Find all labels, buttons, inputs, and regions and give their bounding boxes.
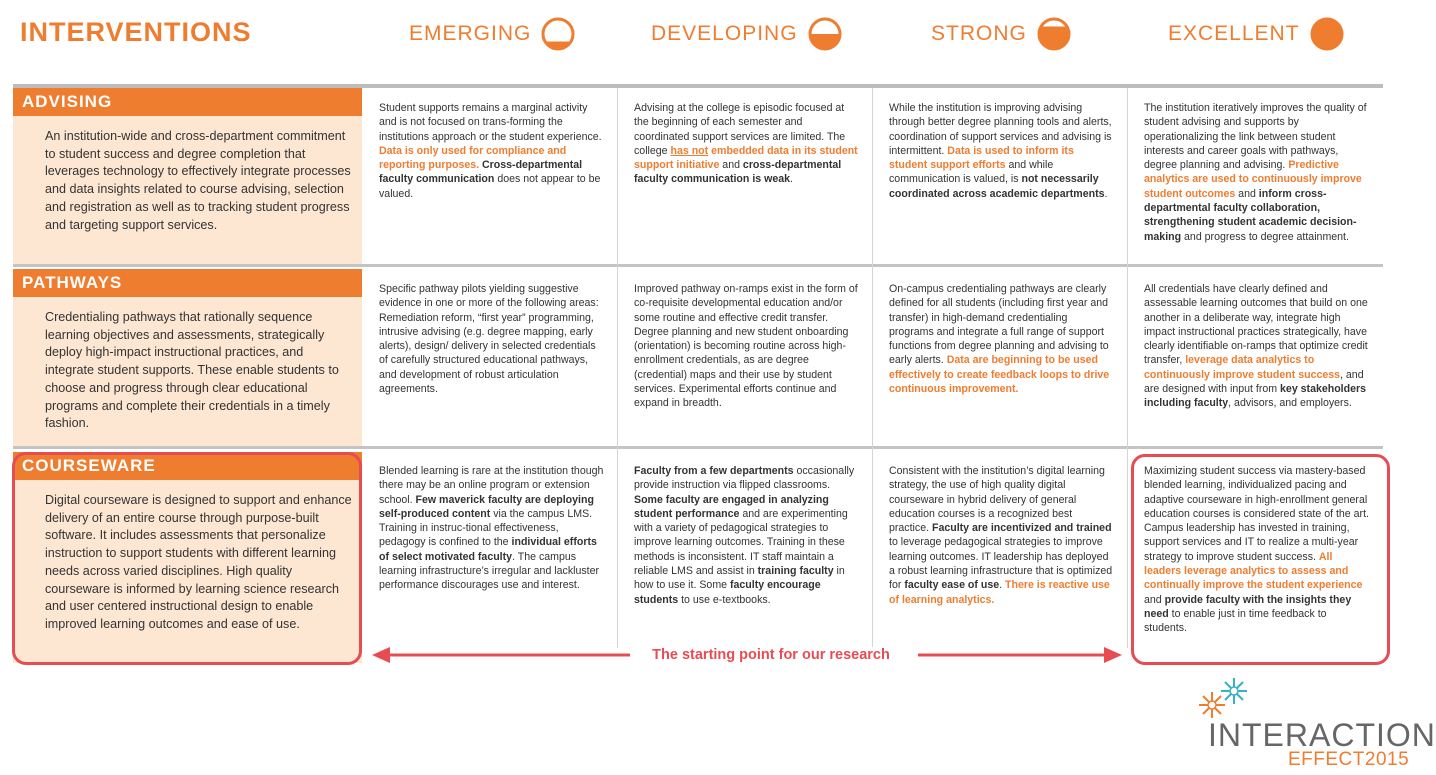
cell-text: to leverage pedagogical strategies to improve learning outcomes. IT leadership has deployed a robust learning infrastructure that is optimized for: [889, 536, 1113, 592]
emphasis-text: Predictive analytics are used to continuously improve student outcomes: [1144, 159, 1362, 200]
emphasis-text: has not: [670, 144, 709, 157]
cell-text: .: [790, 173, 793, 186]
column-divider: [1127, 88, 1128, 648]
emphasis-text: Some faculty are engaged in analyzing student performance: [634, 493, 829, 520]
cell-paragraph: [634, 464, 860, 607]
cell-text: Advising at the college is episodic focused at the beginning of each semester and coordinated support services are limited. The college: [634, 102, 846, 157]
emphasis-text: There is reactive use of learning analytics.: [889, 579, 1110, 606]
cell-courseware-emerging: [379, 464, 605, 593]
emphasis-text: embedded data in its student support initiative: [634, 144, 858, 172]
cell-text: .: [999, 579, 1005, 592]
highlight-box-excellent: [1131, 454, 1390, 665]
level-emerging: [409, 17, 575, 51]
column-divider: [872, 88, 873, 648]
quarter-fill-circle-icon: [541, 17, 575, 51]
cell-advising-emerging: [379, 101, 605, 201]
half-fill-circle-icon: [808, 17, 842, 51]
cell-paragraph: [634, 101, 860, 187]
level-label: DEVELOPING: [651, 22, 798, 45]
cell-paragraph: [379, 101, 605, 201]
cell-paragraph: [379, 464, 605, 593]
cell-text: Blended learning is rare at the institution though there may be an online program or extension school.: [379, 465, 604, 506]
emphasis-text: Data is only used for compliance and reporting purposes.: [379, 144, 567, 172]
cell-text: and progress to degree attainment.: [1181, 230, 1349, 243]
cell-text: occasionally provide instruction via flipped classrooms.: [634, 465, 855, 492]
cell-text: Maximizing student success via mastery-based blended learning, individualized pacing and adaptive courseware in high-enrollment general education courses is considered state of the art. Campus leadership has invested in training, support services and IT to realize a multi-year strategy to improve student success.: [1144, 465, 1369, 563]
category-description-courseware: Digital courseware is designed to support and enhance delivery of an entire course through purpose-built software. It includes assessments that personalize instruction to support students with different learning needs across varied disciplines. High quality courseware is informed by learning science research and user centered instructional design to enable improved learning outcomes and ease of use.: [13, 480, 362, 663]
category-header-pathways: PATHWAYS: [13, 269, 362, 297]
cell-text: and: [1144, 593, 1165, 606]
level-excellent: [1168, 17, 1344, 51]
emphasis-text: not necessarily coordinated across academic departments: [889, 173, 1105, 200]
emphasis-text: faculty ease of use: [904, 579, 1000, 592]
cell-paragraph: [1144, 282, 1370, 411]
logo-subtitle: EFFECT2015: [1288, 749, 1410, 770]
row-divider: [13, 446, 1383, 449]
cell-text: While the institution is improving advising through better degree planning tools and alerts, coordination of support services and advising is intermittent.: [889, 102, 1112, 157]
emphasis-text: Data are beginning to be used effectively to create feedback loops to drive continuous improvement.: [889, 354, 1110, 396]
cell-text: to use e-textbooks.: [678, 593, 771, 606]
cell-courseware-developing: [634, 464, 860, 607]
three-quarter-fill-circle-icon: [1037, 17, 1071, 51]
emphasis-text: individual efforts of select motivated faculty: [379, 536, 597, 563]
emphasis-text: cross-departmental faculty communication is weak: [634, 159, 842, 186]
level-developing: [651, 17, 842, 51]
cell-text: Student supports remains a marginal activity and is not focused on trans-forming the institutions approach or the student experience.: [379, 102, 602, 143]
highlight-box-courseware: [12, 452, 362, 665]
cell-text: Improved pathway on-ramps exist in the form of co-requisite developmental education and/or some routine and effective credit transfer. Degree planning and new student onboarding (orientation) is becoming routine across high-enrollment credentials, as are degree (credential) maps and their use by student services. Experimental efforts continue and expand in breadth.: [634, 283, 858, 410]
cell-text: and: [1235, 187, 1259, 200]
cell-advising-excellent: [1144, 101, 1370, 244]
emphasis-text: faculty encourage students: [634, 579, 821, 606]
level-label: EXCELLENT: [1168, 22, 1300, 45]
cell-advising-strong: [889, 101, 1115, 201]
cell-paragraph: [379, 282, 605, 396]
cell-text: to enable just in time feedback to students.: [1144, 607, 1327, 635]
category-header-courseware: COURSEWARE: [13, 452, 362, 480]
cell-paragraph: [1144, 101, 1370, 244]
cell-text: Specific pathway pilots yielding suggestive evidence in one or more of the following areas: Remediation reform, “first year” programming, intrusive advising (e.g. degree mapping, early alerts), design/ delivery in selected credentials of carefully structured educational pathways, and development of robust articulation agreements.: [379, 283, 599, 396]
category-description-advising: An institution-wide and cross-department commitment to student success and degree completion that leverages technology to effectively integrate processes and data insights related to course advising, selection and registration as well as to tracking student progress and targeting support services.: [13, 116, 362, 264]
cell-pathways-excellent: [1144, 282, 1370, 411]
row-divider: [13, 264, 1383, 267]
cell-pathways-strong: [889, 282, 1115, 396]
level-label: EMERGING: [409, 22, 532, 45]
cell-text: and are experimenting with a variety of pedagogical strategies to improve learning outcomes. Training in these methods is inconsistent. IT staff maintain a reliable LMS and assist in: [634, 507, 848, 578]
cell-text: and while communication is valued, is: [889, 159, 1054, 186]
cell-paragraph: [889, 464, 1115, 607]
cell-text: . The campus learning infrastructure’s irregular and lackluster performance discourages use and interest.: [379, 550, 600, 592]
emphasis-text: Faculty from a few departments: [634, 465, 794, 477]
level-label: STRONG: [931, 22, 1027, 45]
emphasis-text: provide faculty with the insights they need: [1144, 593, 1352, 620]
category-description-pathways: Credentialing pathways that rationally sequence learning objectives and assessments, strategically deploy high-impact instructional practices, and integrate student supports. These enable students to choose and progress through clear educational programs and complete their credentials in a timely fashion.: [13, 297, 362, 446]
cell-pathways-developing: [634, 282, 860, 411]
cell-advising-developing: [634, 101, 860, 187]
cell-text: The institution iteratively improves the quality of student advising and supports by operationalizing the link between student interests and career goals with pathways, degree planning and advising.: [1144, 102, 1367, 172]
logo-wordmark: INTERACTION: [1208, 717, 1436, 753]
emphasis-text: key stakeholders including faculty: [1144, 383, 1367, 410]
column-divider: [617, 88, 618, 648]
cell-text: .: [1104, 187, 1108, 200]
cell-text: and: [719, 159, 743, 172]
emphasis-text: Data is used to inform its student support efforts: [889, 144, 1074, 172]
cell-text: On-campus credentialing pathways are clearly defined for all students (including first year and transfer) in high-demand credentialing programs and integrate a full range of support functions from degree planning and advising to early alerts.: [889, 283, 1109, 367]
cell-courseware-strong: [889, 464, 1115, 607]
full-circle-icon: [1310, 17, 1344, 51]
emphasis-text: training faculty: [757, 565, 834, 578]
emphasis-text: inform cross-departmental faculty collaboration, strengthening student academic decision-making: [1144, 187, 1357, 243]
emphasis-text: Faculty are incentivized and trained: [931, 522, 1112, 535]
category-header-advising: ADVISING: [13, 88, 362, 116]
cell-text: , advisors, and employers.: [1228, 397, 1352, 410]
cell-text: Consistent with the institution’s digital learning strategy, the use of high quality digital courseware in hybrid delivery of general education courses is a recognized best practice.: [889, 465, 1105, 535]
cell-text: via the campus LMS. Training in instruc-tional effectiveness, pedagogy is confined to the: [379, 507, 593, 549]
emphasis-text: Few maverick faculty are deploying self-produced content: [379, 493, 594, 520]
cell-text: All credentials have clearly defined and assessable learning outcomes that build on one another in a deliberate way, integrate high impact instructional practices strategically, have clearly identifiable on-ramps that optimize credit transfer,: [1144, 283, 1368, 367]
cell-paragraph: [889, 101, 1115, 201]
cell-text: does not appear to be valued.: [379, 173, 601, 200]
cell-text: in how to use it. Some: [634, 565, 845, 592]
emphasis-text: All leaders leverage analytics to assess and continually improve the student experience: [1144, 550, 1363, 592]
emphasis-text: leverage data analytics to continuously improve student success: [1144, 354, 1341, 381]
cell-pathways-emerging: [379, 282, 605, 396]
page-title: INTERVENTIONS: [20, 17, 252, 47]
level-strong: [931, 17, 1071, 51]
cell-text: , and are designed with input from: [1144, 368, 1364, 396]
emphasis-text: Cross-departmental faculty communication: [379, 159, 583, 186]
cell-paragraph: [889, 282, 1115, 396]
arrow-annotation-label: The starting point for our research: [640, 647, 902, 663]
cell-paragraph: [634, 282, 860, 411]
